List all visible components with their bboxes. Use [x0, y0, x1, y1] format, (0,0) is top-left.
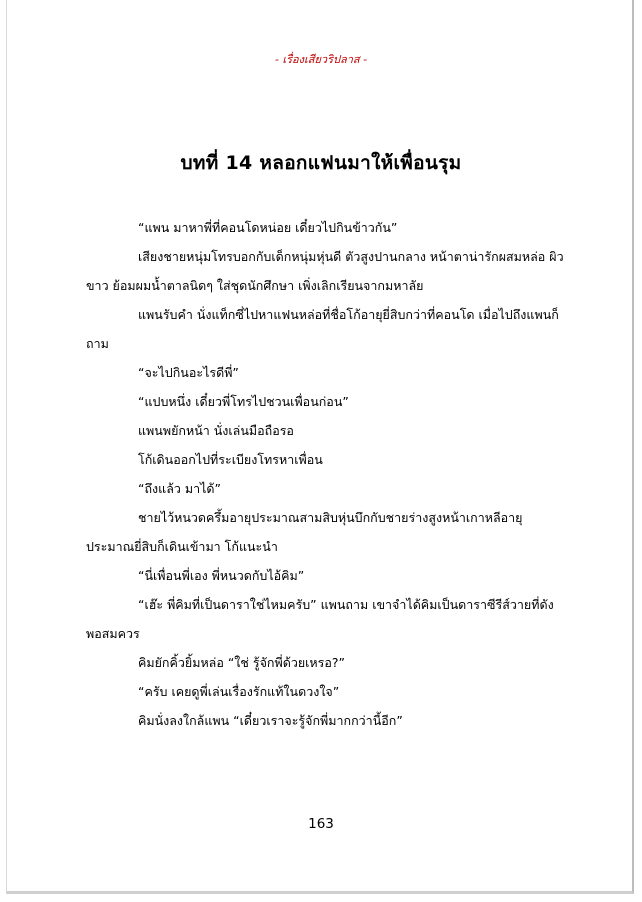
paragraph: “แปบหนึ่ง เดี๋ยวพี่โทรไปชวนเพื่อนก่อน”	[138, 394, 349, 409]
chapter-title: บทที่ 14 หลอกแฟนมาให้เพื่อนรุม	[180, 152, 462, 174]
paragraph: “นี่เพื่อนพี่เอง พี่หนวดกับไอ้คิม”	[138, 568, 305, 583]
paragraph: “แพน มาหาพี่ที่คอนโดหน่อย เดี๋ยวไปกินข้าวกัน”	[138, 220, 398, 235]
paragraph: แพนรับคำ นั่งแท็กซี่ไปหาแฟนหล่อที่ชื่อโก้อายุยี่สิบกว่าที่คอนโด เมื่อไปถึงแพนก็ถาม	[86, 307, 559, 351]
page-number: 163	[308, 816, 334, 832]
paragraph: แพนพยักหน้า นั่งเล่นมือถือรอ	[138, 423, 294, 438]
running-header: - เรื่องเสียวริปลาส -	[274, 53, 368, 66]
paragraph: คิมยักคิ้วยิ้มหล่อ “ใช่ รู้จักพี่ด้วยเหรอ?”	[138, 655, 346, 670]
paragraph: “จะไปกินอะไรดีพี่”	[138, 365, 239, 380]
paragraph: เสียงชายหนุ่มโทรบอกกับเด็กหนุ่มหุ่นดี ตัวสูงปานกลาง หน้าตาน่ารักผสมหล่อ ผิวขาว ย้อมผมน้ำตาลนิดๆ ใส่ชุดนักศึกษา เพิ่งเลิกเรียนจากมหาลัย	[86, 249, 564, 293]
paragraph: “ถึงแล้ว มาได้”	[138, 481, 221, 496]
paragraph: “ครับ เคยดูพี่เล่นเรื่องรักแท้ในดวงใจ”	[138, 684, 340, 699]
paragraph: คิมนั่งลงใกล้แพน “เดี๋ยวเราจะรู้จักพี่มากกว่านี้อีก”	[138, 713, 403, 728]
paragraph: “เฮ๊ะ พี่คิมที่เป็นดาราใช่ไหมครับ” แพนถาม เขาจำได้คิมเป็นดาราซีรีส์วายที่ดังพอสมควร	[86, 597, 554, 641]
chapter-body	[86, 213, 568, 735]
paragraph: ชายไว้หนวดครึ้มอายุประมาณสามสิบหุ่นบึกกับชายร่างสูงหน้าเกาหลีอายุประมาณยี่สิบก็เดินเข้ามา โก้แนะนำ	[86, 510, 523, 554]
paragraph: โก้เดินออกไปที่ระเบียงโทรหาเพื่อน	[138, 452, 323, 467]
